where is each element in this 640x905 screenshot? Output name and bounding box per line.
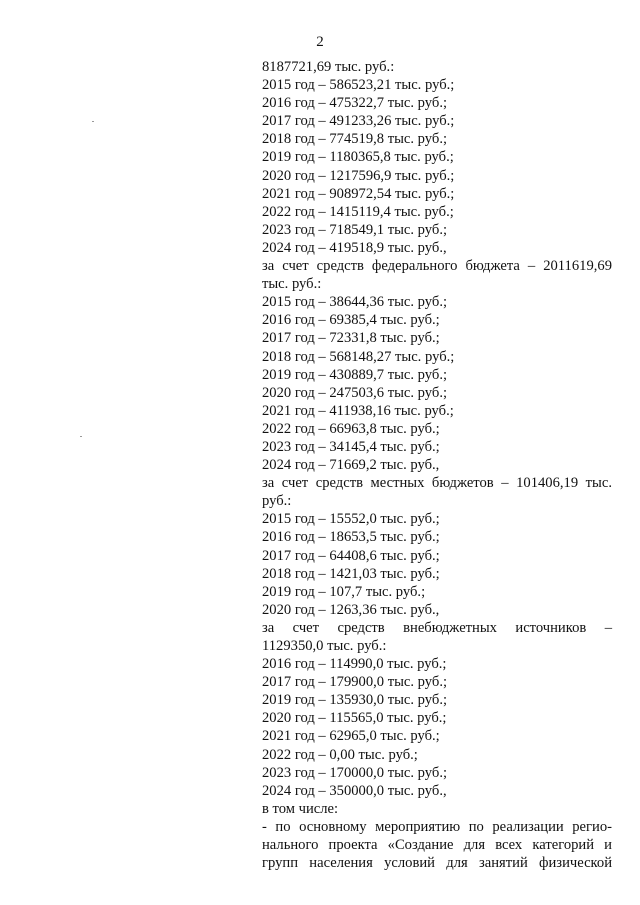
text-line: 2017 год – 491233,26 тыс. руб.; xyxy=(262,113,455,130)
text-line: 2018 год – 774519,8 тыс. руб.; xyxy=(262,131,448,148)
text-line: 2019 год – 135930,0 тыс. руб.; xyxy=(262,692,448,709)
text-line: 8187721,69 тыс. руб.: xyxy=(262,59,395,75)
text-line: 2017 год – 64408,6 тыс. руб.; xyxy=(262,547,440,564)
page-number: 2 xyxy=(316,34,324,50)
text-line: 2024 год – 71669,2 тыс. руб., xyxy=(262,457,440,474)
text-line: 2020 год – 115565,0 тыс. руб.; xyxy=(262,710,447,727)
text-line: за счет средств федерального бюджета – 2011619,69 xyxy=(262,258,612,275)
text-line: 2016 год – 114990,0 тыс. руб.; xyxy=(262,656,447,673)
text-line: 2016 год – 475322,7 тыс. руб.; xyxy=(262,95,448,112)
text-line: 2022 год – 66963,8 тыс. руб.; xyxy=(262,420,440,437)
text-line: 2018 год – 1421,03 тыс. руб.; xyxy=(262,565,440,582)
text-line: 2019 год – 107,7 тыс. руб.; xyxy=(262,583,426,600)
text-line: 2016 год – 69385,4 тыс. руб.; xyxy=(262,312,440,329)
document-text xyxy=(262,58,612,872)
text-line: нального проекта «Создание для всех категорий и xyxy=(262,837,612,854)
text-line: руб.: xyxy=(262,493,292,510)
text-line: 2020 год – 1263,36 тыс. руб., xyxy=(262,601,440,618)
scan-speck xyxy=(92,121,94,122)
text-line: 2015 год – 586523,21 тыс. руб.; xyxy=(262,77,455,94)
text-line: 2023 год – 718549,1 тыс. руб.; xyxy=(262,221,448,238)
text-line: 2023 год – 34145,4 тыс. руб.; xyxy=(262,438,440,455)
text-line: 2024 год – 350000,0 тыс. руб., xyxy=(262,782,447,799)
text-line: 2015 год – 38644,36 тыс. руб.; xyxy=(262,294,448,311)
text-line: 2019 год – 1180365,8 тыс. руб.; xyxy=(262,149,454,166)
text-line: 2020 год – 247503,6 тыс. руб.; xyxy=(262,384,448,401)
text-line: 2021 год – 411938,16 тыс. руб.; xyxy=(262,402,454,419)
text-line: 2016 год – 18653,5 тыс. руб.; xyxy=(262,529,440,546)
text-line: 2023 год – 170000,0 тыс. руб.; xyxy=(262,764,448,781)
text-line: групп населения условий для занятий физической xyxy=(262,855,612,872)
text-line: 2017 год – 179900,0 тыс. руб.; xyxy=(262,674,448,691)
text-line: 2021 год – 62965,0 тыс. руб.; xyxy=(262,728,440,745)
text-line: 2024 год – 419518,9 тыс. руб., xyxy=(262,239,447,256)
scan-speck xyxy=(80,436,82,437)
text-line: 1129350,0 тыс. руб.: xyxy=(262,638,387,654)
text-line: за счет средств внебюджетных источников – xyxy=(262,619,612,636)
text-line: тыс. руб.: xyxy=(262,276,322,293)
text-line: 2020 год – 1217596,9 тыс. руб.; xyxy=(262,167,455,184)
text-line: 2021 год – 908972,54 тыс. руб.; xyxy=(262,185,455,202)
text-line: 2018 год – 568148,27 тыс. руб.; xyxy=(262,348,455,365)
text-line: 2022 год – 1415119,4 тыс. руб.; xyxy=(262,203,454,220)
text-line: за счет средств местных бюджетов – 101406,19 тыс. xyxy=(262,475,612,492)
text-line: 2015 год – 15552,0 тыс. руб.; xyxy=(262,511,440,528)
text-line: 2019 год – 430889,7 тыс. руб.; xyxy=(262,366,448,383)
text-line: - по основному мероприятию по реализации регио- xyxy=(262,818,612,835)
text-line: 2017 год – 72331,8 тыс. руб.; xyxy=(262,330,440,347)
text-line: 2022 год – 0,00 тыс. руб.; xyxy=(262,746,418,763)
text-line: в том числе: xyxy=(262,800,339,817)
